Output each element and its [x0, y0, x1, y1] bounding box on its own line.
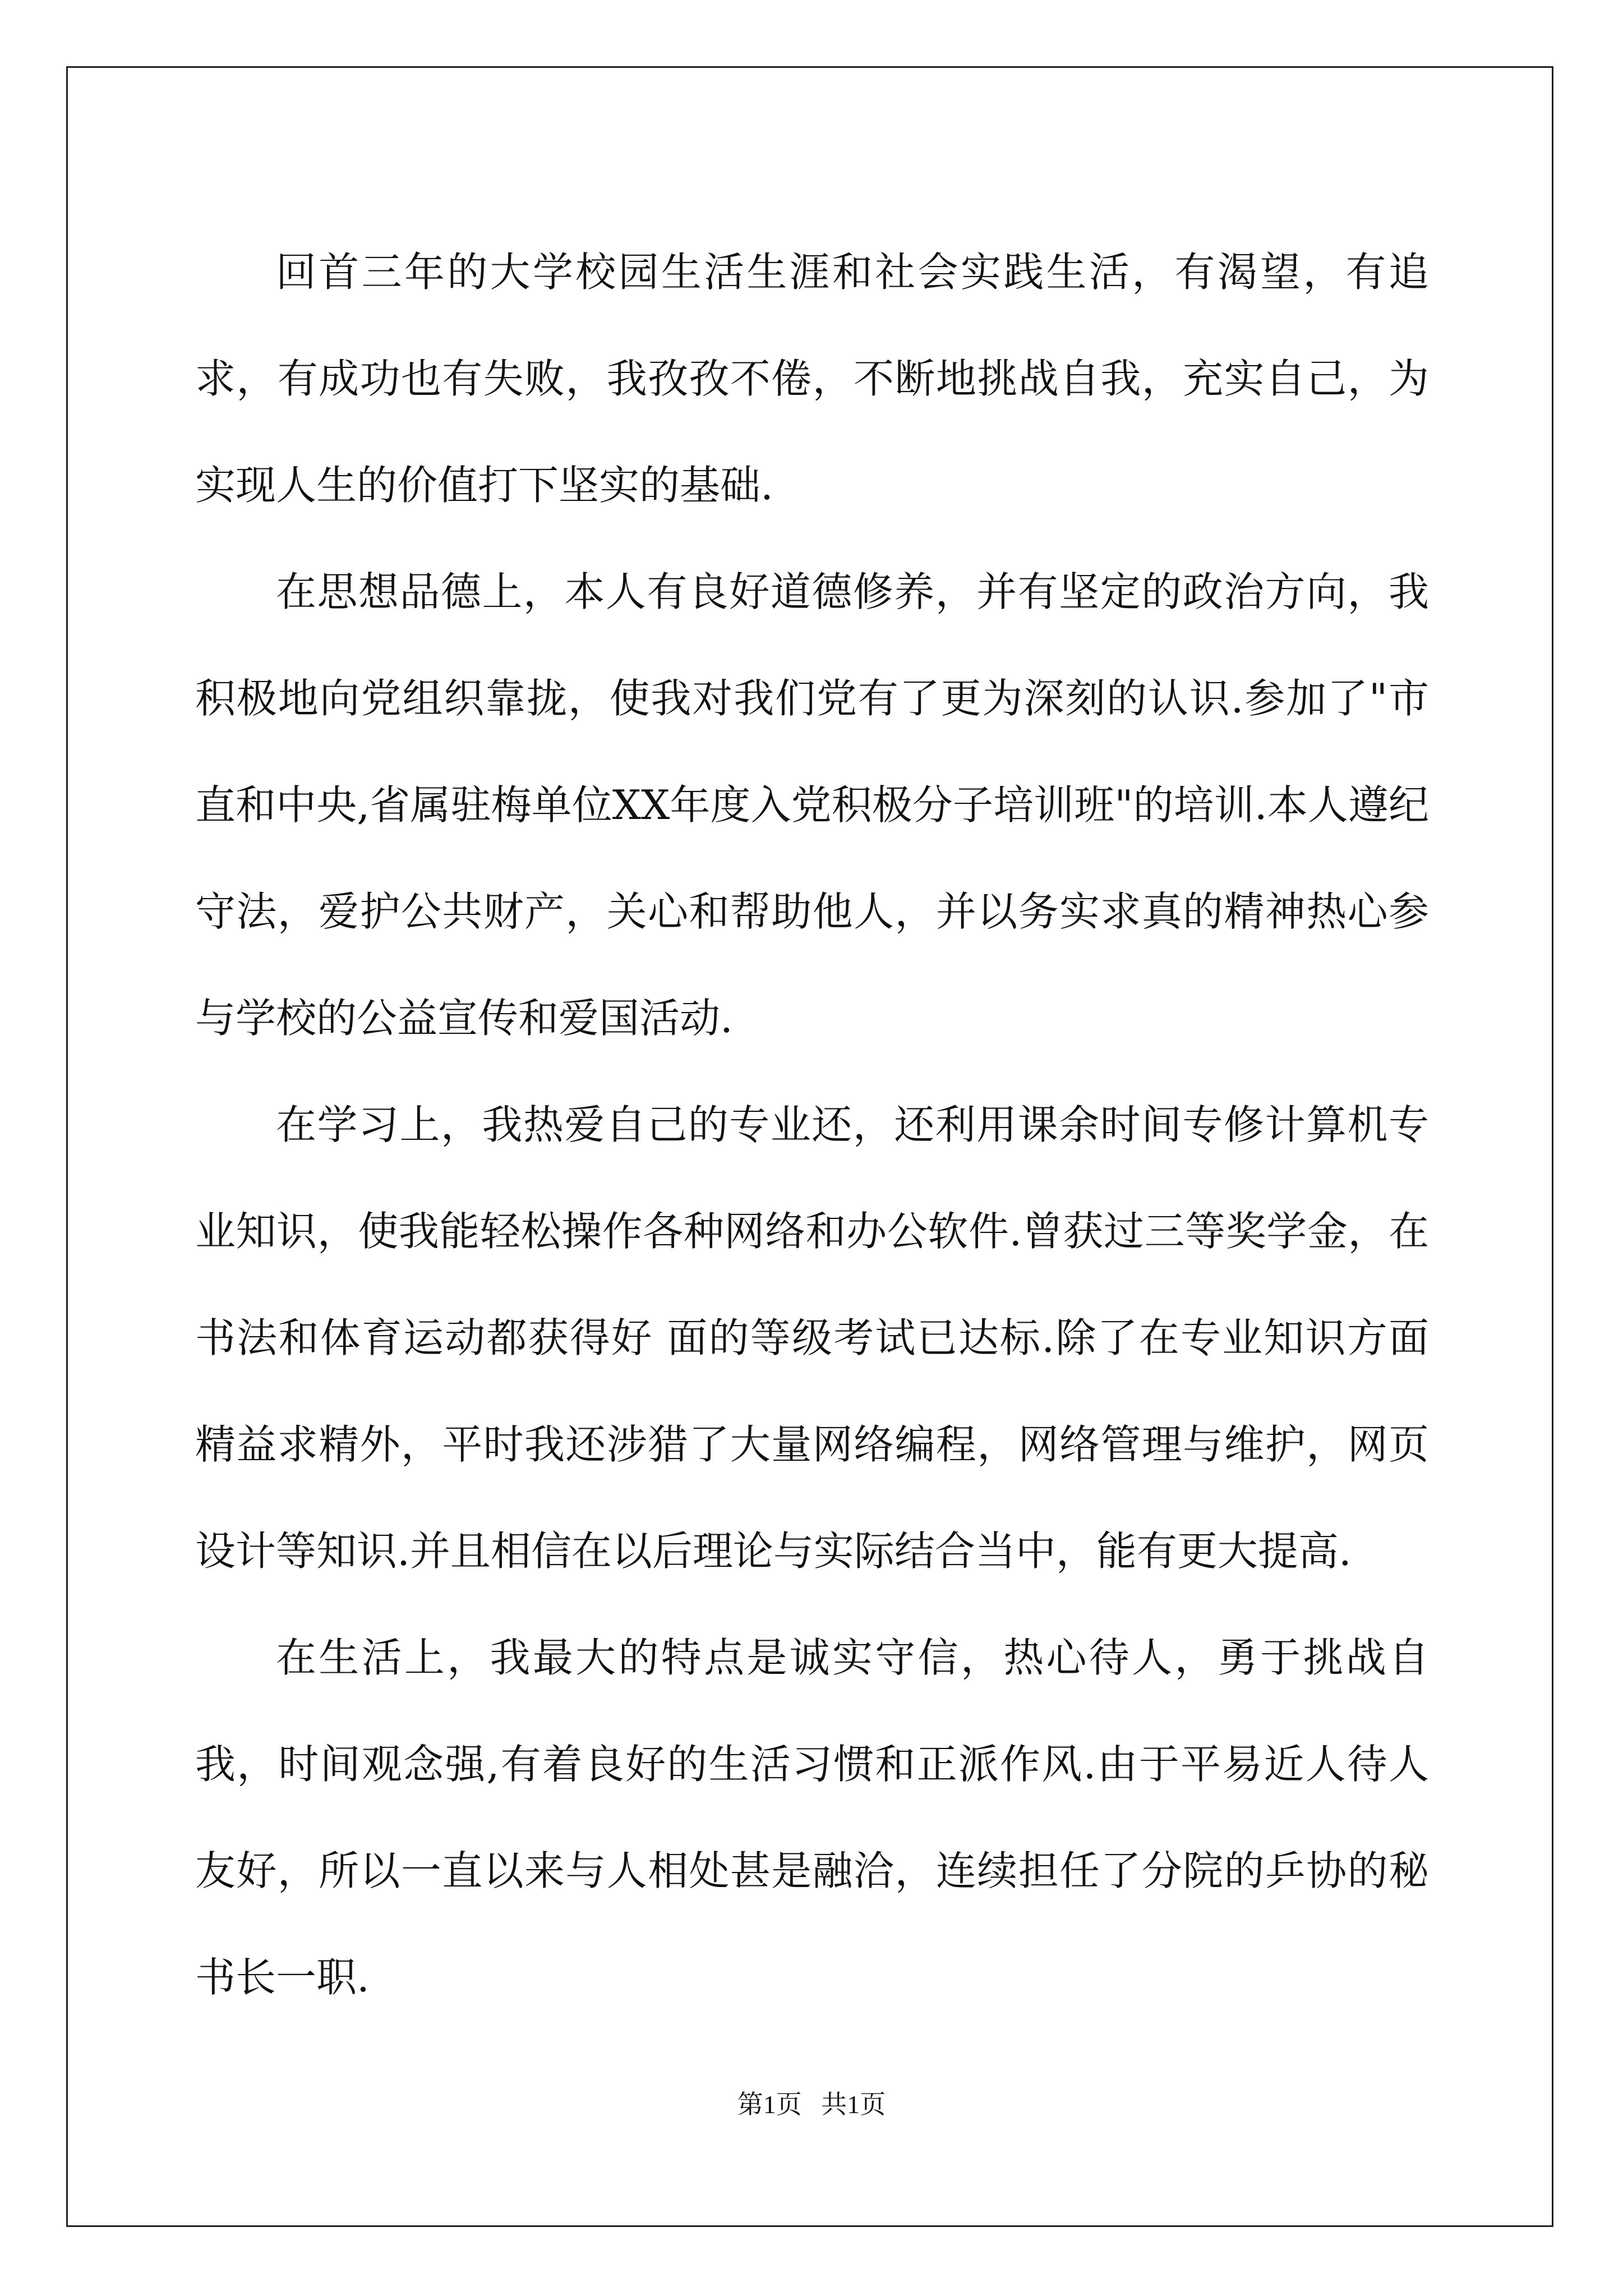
paragraph-3: 在学习上，我热爱自己的专业还，还利用课余时间专修计算机专业知识，使我能轻松操作各种网络和办公软件.曾获过三等奖学金，在书法和体育运动都获得好 面的等级考试已达标.除了在专业知识方面精益求精外，平时我还涉猎了大量网络编程，网络管理与维护，网页设计等知识.并且相信在以后理论与实际结合当中，能有更大提高.: [195, 1101, 1429, 1575]
paragraph-2: 在思想品德上，本人有良好道德修养，并有坚定的政治方向，我积极地向党组织靠拢，使我对我们党有了更为深刻的认识.参加了"市直和中央,省属驻梅单位XX年度入党积极分子培训班"的培训.本人遵纪守法，爱护公共财产，关心和帮助他人，并以务实求真的精神热心参与学校的公益宣传和爱国活动.: [195, 568, 1429, 1042]
page-number-footer: 第1页 共1页: [737, 2090, 886, 2119]
document-body: [195, 219, 1429, 2031]
paragraph-4: 在生活上，我最大的特点是诚实守信，热心待人，勇于挑战自我，时间观念强,有着良好的生活习惯和正派作风.由于平易近人待人友好，所以一直以来与人相处甚是融洽，连续担任了分院的乒协的秘书长一职.: [195, 1634, 1429, 2001]
paragraph-1: 回首三年的大学校园生活生涯和社会实践生活，有渴望，有追求，有成功也有失败，我孜孜不倦，不断地挑战自我，充实自己，为实现人生的价值打下坚实的基础.: [195, 249, 1429, 509]
